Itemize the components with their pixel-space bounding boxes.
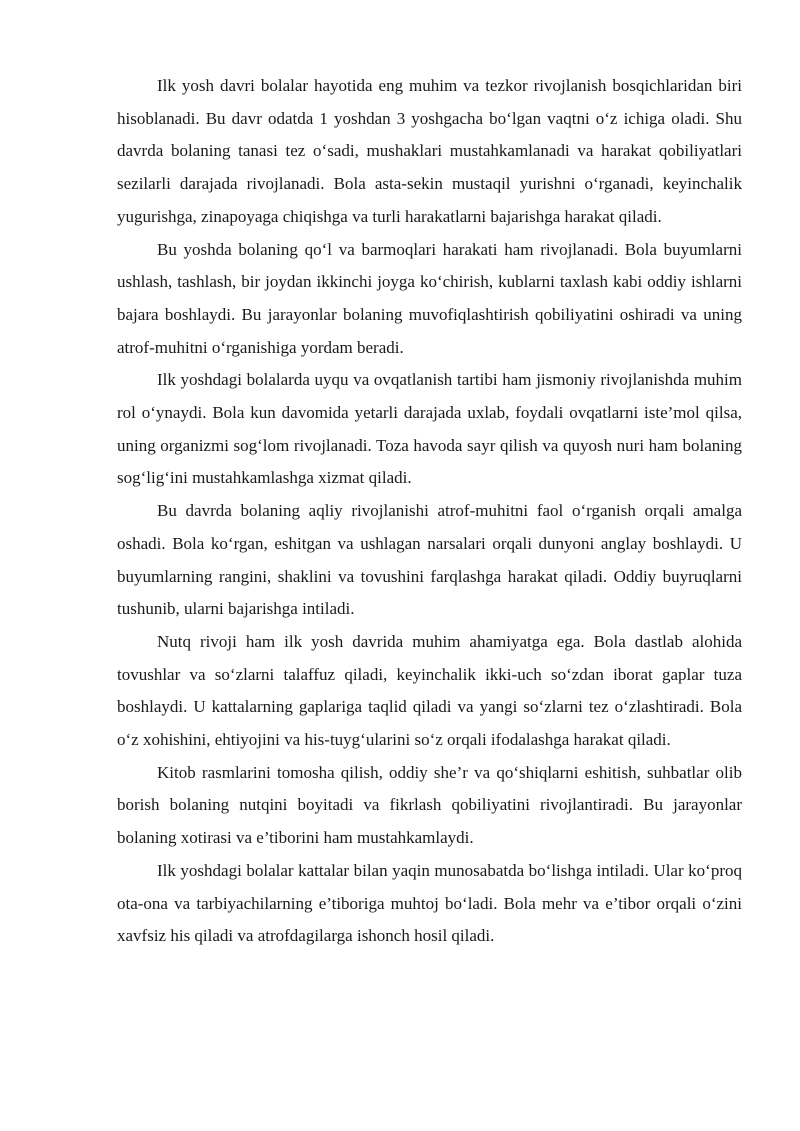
paragraph-7: Ilk yoshdagi bolalar kattalar bilan yaqin munosabatda bo‘lishga intiladi. Ular ko‘proq ota-ona va tarbiyachilarning e’tiboriga muhtoj bo‘ladi. Bola mehr va e’tibor orqali o‘zini xavfsiz his qiladi va atrofdagilarga ishonch hosil qiladi. bbox=[117, 860, 742, 946]
paragraph-4: Bu davrda bolaning aqliy rivojlanishi atrof-muhitni faol o‘rganish orqali amalga oshadi. Bola ko‘rgan, eshitgan va ushlagan narsalari orqali dunyoni anglay boshlaydi. U buyumlarning rangini, shaklini va tovushini farqlashga harakat qiladi. Oddiy buyruqlarni tushunib, ularni bajarishga intiladi. bbox=[117, 501, 742, 619]
paragraph-6: Kitob rasmlarini tomosha qilish, oddiy she’r va qo‘shiqlarni eshitish, suhbatlar olib borish bolaning nutqini boyitadi va fikrlash qobiliyatini rivojlantiradi. Bu jarayonlar bolaning xotirasi va e’tiborini ham mustahkamlaydi. bbox=[117, 762, 742, 848]
paragraph-1: Ilk yosh davri bolalar hayotida eng muhim va tezkor rivojlanish bosqichlaridan biri hisoblanadi. Bu davr odatda 1 yoshdan 3 yoshgacha bo‘lgan vaqtni o‘z ichiga oladi. Shu davrda bolaning tanasi tez o‘sadi, mushaklari mustahkamlanadi va harakat qobiliyatlari sezilarli darajada rivojlanadi. Bola asta-sekin mustaqil yurishni o‘rganadi, keyinchalik yugurishga, zinapoyaga chiqishga va turli harakatlarni bajarishga harakat qiladi. bbox=[117, 76, 742, 226]
paragraph-2: Bu yoshda bolaning qo‘l va barmoqlari harakati ham rivojlanadi. Bola buyumlarni ushlash, tashlash, bir joydan ikkinchi joyga ko‘chirish, kublarni taxlash kabi oddiy ishlarni bajara boshlaydi. Bu jarayonlar bolaning muvofiqlashtirish qobiliyatini oshiradi va uning atrof-muhitni o‘rganishiga yordam beradi. bbox=[117, 239, 742, 357]
paragraph-3: Ilk yoshdagi bolalarda uyqu va ovqatlanish tartibi ham jismoniy rivojlanishda muhim rol o‘ynaydi. Bola kun davomida yetarli darajada uxlab, foydali ovqatlarni iste’mol qilsa, uning organizmi sog‘lom rivojlanadi. Toza havoda sayr qilish va quyosh nuri ham bolaning sog‘lig‘ini mustahkamlashga xizmat qiladi. bbox=[117, 370, 742, 488]
paragraph-5: Nutq rivoji ham ilk yosh davrida muhim ahamiyatga ega. Bola dastlab alohida tovushlar va so‘zlarni talaffuz qiladi, keyinchalik ikki-uch so‘zdan iborat gaplar tuza boshlaydi. U kattalarning gaplariga taqlid qiladi va yangi so‘zlarni tez o‘zlashtiradi. Bola o‘z xohishini, ehtiyojini va his-tuyg‘ularini so‘z orqali ifodalashga harakat qiladi. bbox=[117, 631, 742, 750]
document-page bbox=[117, 70, 742, 953]
